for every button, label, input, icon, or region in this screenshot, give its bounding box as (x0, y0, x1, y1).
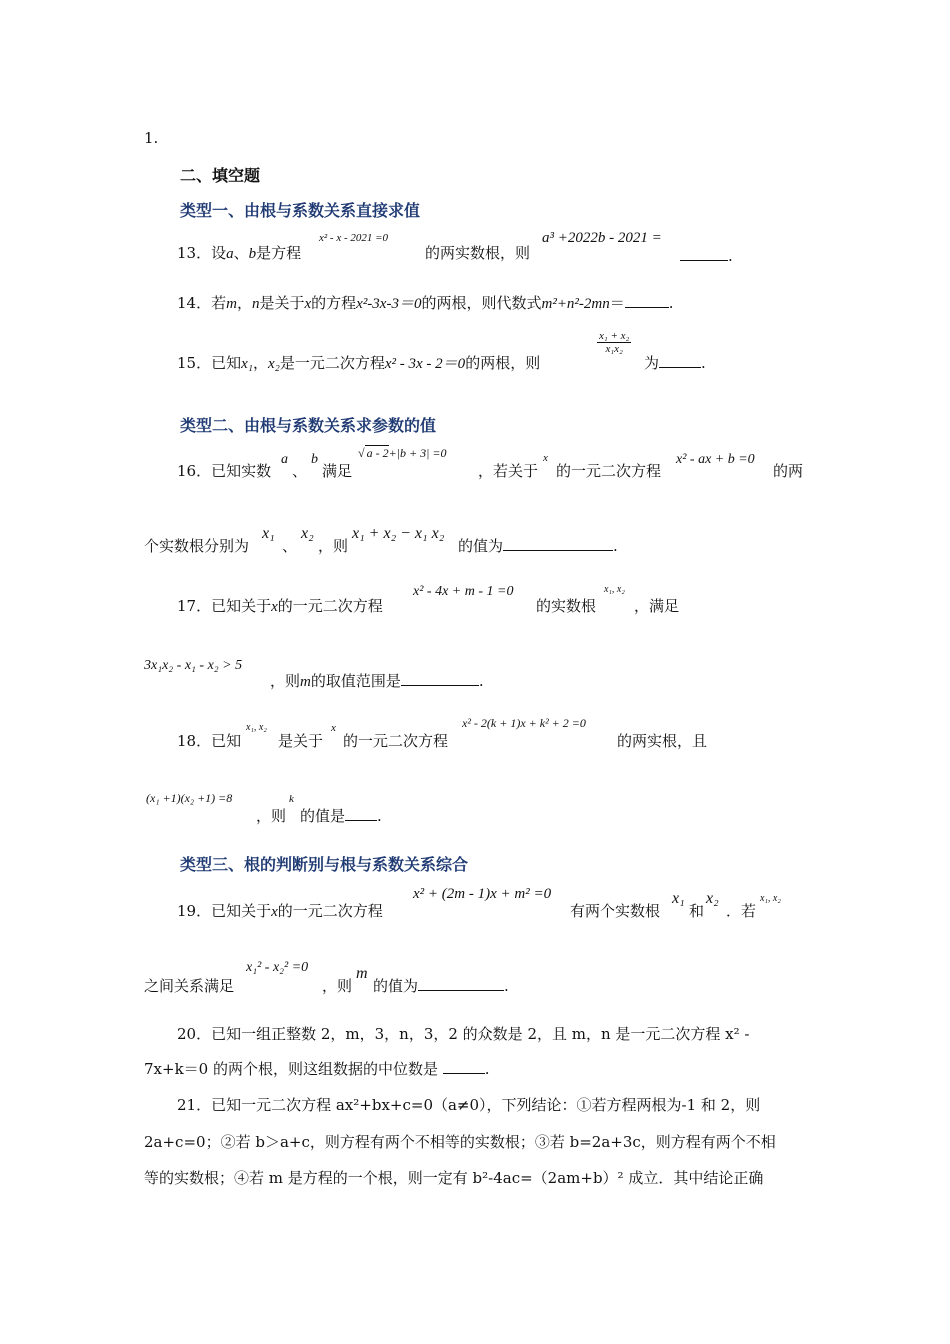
q15-x1: x₁ (241, 356, 253, 372)
q19-after: 有两个实数根 (570, 902, 661, 920)
q14-mid: 是关于 (259, 294, 305, 312)
q13-mid: 是方程 (256, 244, 302, 262)
q17-line2-after: 的取值范围是 (310, 672, 401, 690)
type2-heading: 类型二、由根与系数关系求参数的值 (180, 416, 437, 435)
q17-roots: x₁, x₂ (604, 584, 625, 595)
q19-tail: ．若 (726, 902, 757, 920)
q13-sep: 、 (233, 244, 249, 262)
q15-prefix: 15．已知 (177, 354, 242, 372)
q18-line2-after: 的值是 (300, 807, 346, 825)
q16-var-a: a (281, 452, 288, 467)
q13-prefix: 13．设 (177, 244, 227, 262)
q19-answer-line (373, 975, 509, 997)
q16-expression: x₁ + x₂ − x₁ x₂ (352, 525, 445, 542)
q17-condition: 3x₁x₂ - x₁ - x₂ > 5 (144, 658, 243, 673)
section-title: 二、填空题 (180, 166, 261, 185)
q20-line1: 20．已知一组正整数 2，m，3，n，3，2 的众数是 2，且 m，n 是一元二次方程 x² - (177, 1025, 750, 1043)
q14-comma: ， (236, 294, 252, 312)
q15-equation: x² - 3x - 2＝0 (384, 356, 466, 372)
q16-sep2: 、 (282, 537, 298, 555)
q18-end: . (377, 807, 382, 825)
q18-line2-mid: ，则 (256, 807, 287, 825)
q16-sep: 、 (292, 462, 308, 480)
q19-end: . (504, 977, 509, 995)
q19-x1: x₁ (672, 890, 685, 907)
q18-mid: 是关于 (278, 732, 324, 750)
q21-line2: 2a+c=0；②若 b＞a+c，则方程有两个不相等的实数根；③若 b=2a+3c，则方程有两个不相 (144, 1133, 776, 1151)
q16-line2-mid: ，则 (318, 537, 349, 555)
q18-condition: (x₁ +1)(x₂ +1) =8 (146, 791, 233, 805)
page-number: 1. (144, 129, 159, 147)
q15-after: 的两根，则 (465, 354, 541, 372)
q19-line1 (177, 900, 383, 923)
q16-mid: 满足 (322, 462, 353, 480)
q14-prefix: 14．若 (177, 294, 227, 312)
question-13 (177, 242, 301, 265)
q19-mid: 的一元二次方程 (277, 902, 383, 920)
q17-blank[interactable] (401, 671, 479, 686)
q14-var-x: x (304, 296, 312, 312)
q17-var-m: m (300, 674, 311, 690)
q16-after: ，若关于 (478, 462, 539, 480)
q16-prefix: 16．已知实数 (177, 462, 272, 480)
q15-tail: 为 (644, 354, 660, 372)
q14-equation: x²-3x-3＝0 (356, 296, 422, 312)
type1-heading: 类型一、由根与系数关系直接求值 (180, 201, 421, 220)
q21-line1: 21．已知一元二次方程 ax²+bx+c=0（a≠0），下列结论：①若方程两根为-1 和 2，则 (177, 1096, 761, 1114)
q21-line3: 等的实数根；④若 m 是方程的一个根，则一定有 b²-4ac=（2am+b）² 成立．其中结论正确 (144, 1169, 764, 1187)
q19-prefix: 19．已知关于 (177, 902, 272, 920)
q15-fraction (597, 330, 631, 355)
q20-blank[interactable] (443, 1059, 485, 1074)
q16-var-x: x (543, 452, 548, 464)
q13-var-a: a (226, 246, 234, 262)
q17-prefix: 17．已知关于 (177, 597, 272, 615)
q18-mid2: 的一元二次方程 (343, 732, 449, 750)
q13-blank[interactable] (680, 246, 728, 261)
q16-tail: 的两 (773, 462, 804, 480)
q19-line2-mid: ，则 (322, 977, 353, 995)
question-15 (177, 352, 540, 375)
q18-prefix: 18．已知 (177, 732, 242, 750)
q16-var-b: b (311, 452, 318, 467)
q17-mid: 的一元二次方程 (277, 597, 383, 615)
q16-condition-sqrt: a - 2 (366, 446, 389, 460)
q16-equation: x² - ax + b =0 (676, 452, 755, 467)
q18-roots: x₁, x₂ (246, 722, 267, 733)
q16-x1: x₁ (262, 525, 275, 542)
q13-equation: x² - x - 2021 =0 (319, 232, 389, 244)
q14-mid2: 的方程 (311, 294, 357, 312)
q15-blank[interactable] (659, 353, 701, 368)
q16-condition: √ a - 2+|b + 3| =0 (358, 446, 447, 460)
q15-end: . (701, 354, 706, 372)
q15-x2: x₂ (267, 356, 280, 372)
q15-mid: 是一元二次方程 (279, 354, 385, 372)
q20-end: . (484, 1060, 490, 1078)
q14-end: . (668, 294, 674, 312)
q19-line2-prefix: 之间关系满足 (144, 977, 235, 995)
q14-eq: ＝ (609, 294, 625, 312)
question-14 (177, 292, 674, 315)
q15-frac-denominator: x₁x₂ (605, 343, 623, 355)
q13-answer-line (680, 246, 733, 265)
q16-line2-after: 的值为 (458, 537, 504, 555)
q17-var-x: x (271, 599, 278, 615)
type3-heading: 类型三、根的判断别与根与系数关系综合 (180, 855, 469, 874)
q18-var-x: x (331, 722, 336, 734)
q19-var-m: m (356, 965, 368, 982)
q14-expression: m²+n²-2mn (541, 296, 610, 312)
q19-blank[interactable] (418, 976, 504, 991)
q16-answer-line (458, 535, 618, 557)
q17-end: . (478, 672, 484, 690)
q13-end: . (728, 247, 733, 265)
q16-mid2: 的一元二次方程 (556, 462, 662, 480)
q14-after: 的两根，则代数式 (421, 294, 542, 312)
q14-var-m: m (226, 296, 237, 312)
q19-equation: x² + (2m - 1)x + m² =0 (413, 886, 552, 902)
q17-line1 (177, 595, 383, 618)
q17-tail: ，满足 (634, 597, 680, 615)
q19-condition: x₁² - x₂² =0 (246, 960, 309, 975)
q20-line2-text: 7x+k＝0 的两个根，则这组数据的中位数是 (144, 1060, 438, 1078)
q15-frac-numerator: x₁ + x₂ (599, 330, 630, 342)
q17-after: 的实数根 (536, 597, 597, 615)
q19-var-x: x (271, 904, 278, 920)
q20-line2 (144, 1058, 490, 1080)
q14-blank[interactable] (625, 293, 669, 308)
q19-x2: x₂ (706, 890, 719, 907)
q15-comma: ， (252, 354, 268, 372)
q13-expression: a³ +2022b - 2021 = (542, 230, 662, 246)
q16-x2: x₂ (301, 525, 314, 542)
q18-equation: x² - 2(k + 1)x + k² + 2 =0 (462, 716, 586, 730)
q15-tail-line (644, 352, 706, 374)
q14-var-n: n (251, 296, 260, 312)
q17-equation: x² - 4x + m - 1 =0 (413, 584, 514, 599)
q13-after: 的两实数根，则 (425, 244, 531, 262)
q16-end: . (613, 537, 618, 555)
q19-line2-after: 的值为 (373, 977, 419, 995)
q19-and: 和 (689, 902, 705, 920)
q13-var-b: b (248, 246, 257, 262)
q18-tail: 的两实根，且 (617, 732, 708, 750)
q18-var-k: k (289, 793, 294, 805)
q17-line2-mid: ，则 (270, 672, 301, 690)
q16-condition-rest: +|b + 3| =0 (388, 446, 447, 460)
q18-blank[interactable] (345, 806, 377, 821)
q18-answer-line (300, 805, 382, 827)
q17-answer-line (270, 670, 484, 693)
q19-roots: x₁, x₂ (760, 893, 781, 904)
q16-blank[interactable] (503, 536, 613, 551)
q16-line2-prefix: 个实数根分别为 (144, 537, 250, 555)
